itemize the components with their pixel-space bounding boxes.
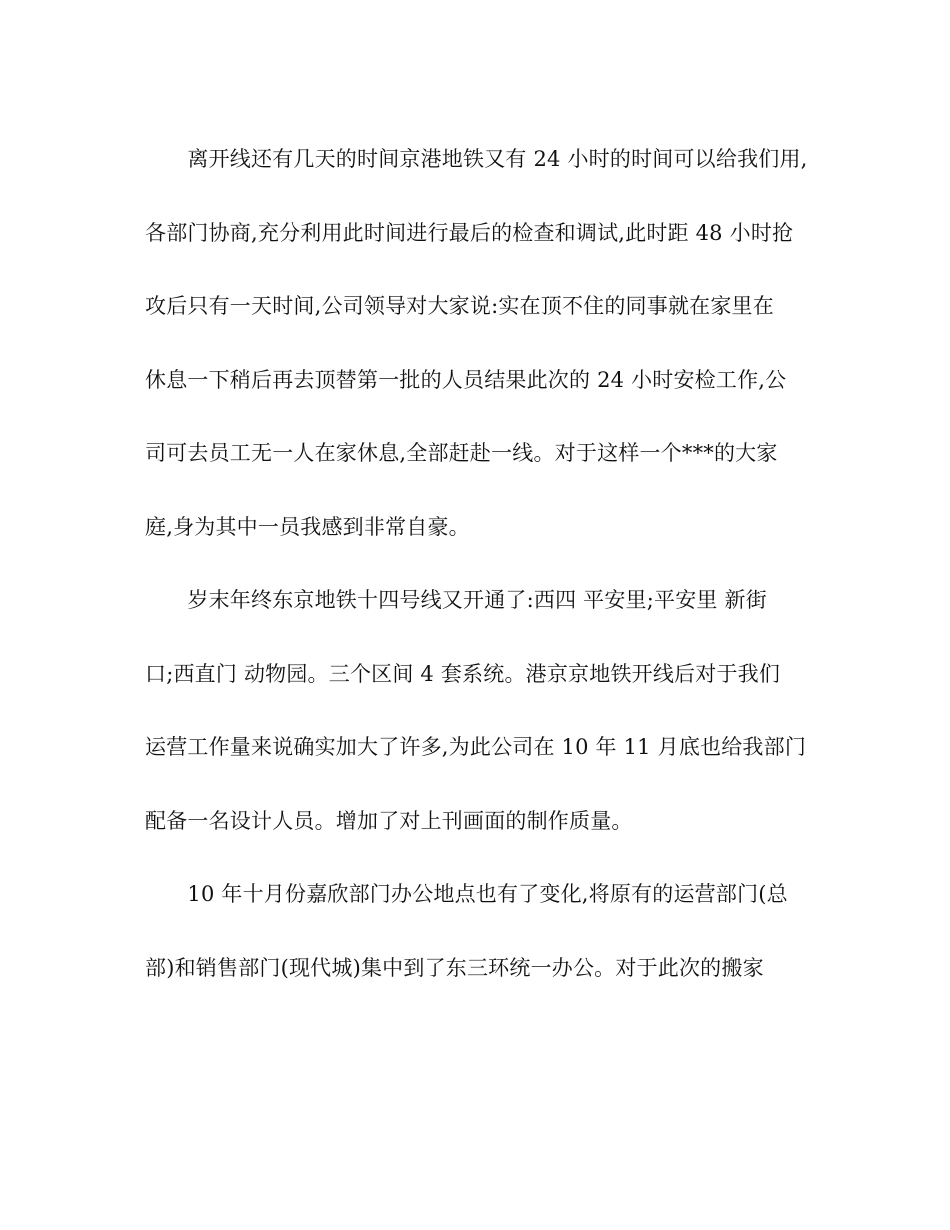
text-line: 运营工作量来说确实加大了许多,为此公司在 10 年 11 月底也给我部门 bbox=[145, 735, 807, 759]
text-line: 岁末年终东京地铁十四号线又开通了:西四 平安里;平安里 新街 bbox=[145, 588, 767, 612]
text-line: 10 年十月份嘉欣部门办公地点也有了变化,将原有的运营部门(总 bbox=[145, 882, 788, 906]
text-line: 配备一名设计人员。增加了对上刊画面的制作质量。 bbox=[145, 808, 633, 833]
text-line: 各部门协商,充分利用此时间进行最后的检查和调试,此时距 48 小时抢 bbox=[145, 220, 794, 245]
text-line: 庭,身为其中一员我感到非常自豪。 bbox=[145, 514, 470, 539]
text-line: 部)和销售部门(现代城)集中到了东三环统一办公。对于此次的搬家 bbox=[145, 955, 764, 980]
text-line: 口;西直门 动物园。三个区间 4 套系统。港京京地铁开线后对于我们 bbox=[145, 661, 781, 686]
text-line: 离开线还有几天的时间京港地铁又有 24 小时的时间可以给我们用, bbox=[145, 147, 808, 171]
text-line: 司可去员工无一人在家休息,全部赶赴一线。对于这样一个***的大家 bbox=[145, 441, 778, 465]
body-text bbox=[145, 138, 808, 1020]
text-line: 休息一下稍后再去顶替第一批的人员结果此次的 24 小时安检工作,公 bbox=[145, 367, 787, 392]
text-line: 攻后只有一天时间,公司领导对大家说:实在顶不住的同事就在家里在 bbox=[145, 294, 774, 318]
